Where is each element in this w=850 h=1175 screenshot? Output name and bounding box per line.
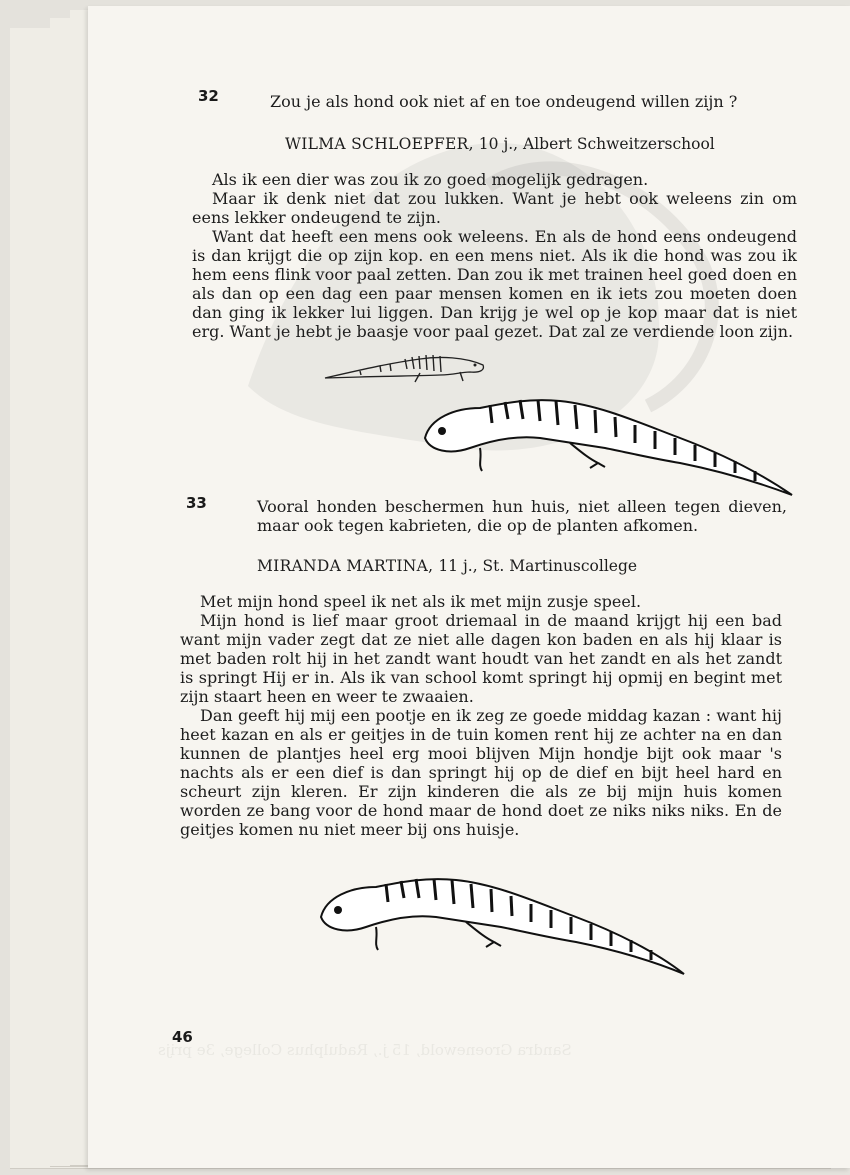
lizard-large-illustration (420, 393, 795, 498)
paragraph: Als ik een dier was zou ik zo goed mogelijk gedragen. (212, 170, 649, 189)
entry-question: Vooral honden beschermen hun huis, niet alleen tegen dieven, maar ook tegen kabrieten, die op de planten afkomen. (257, 497, 787, 535)
author-details: 10 j., Albert Schweitzerschool (478, 135, 715, 153)
paragraph: Maar ik denk niet dat zou lukken. Want je hebt ook weleens zin om eens lekker ondeugend te zijn. (192, 189, 797, 227)
paragraph: Mijn hond is lief maar groot driemaal in de maand krijgt hij een bad want mijn vader zegt dat ze niet alle dagen kon baden en als hij klaar is met baden rolt hij in het zandt want houdt van het zandt en als het zandt is springt Hij er in. Als ik van school komt springt hij opmij en begint met zijn staart heen en weer te zwaaien. (180, 611, 782, 706)
entry-number: 32 (198, 87, 219, 105)
author-name: MIRANDA MARTINA, (257, 557, 434, 575)
page-number: 46 (172, 1028, 193, 1046)
paragraph: Dan geeft hij mij een pootje en ik zeg ze goede middag kazan : want hij heet kazan en als er geitjes in de tuin komen rent hij ze achter na en dan kunnen de plantjes heel erg mooi blijven Mijn hondje bijt ook maar 's nachts als er een dief is dan springt hij op de dief en bijt heel hard en scheurt zijn kleren. Er zijn kinderen die als ze bij mijn huis komen worden ze bang voor de hond maar de hond doet ze niks niks niks. En de geitjes komen nu niet meer bij ons huisje. (180, 706, 782, 839)
entry-body (180, 592, 782, 839)
lizard-bottom-illustration (316, 872, 688, 977)
author-details: 11 j., St. Martinuscollege (438, 557, 638, 575)
paragraph: Want dat heeft een mens ook weleens. En als de hond eens ondeugend is dan krijgt die op zijn kop. en een mens niet. Als ik die hond was zou ik hem eens flink voor paal zetten. Dan zou ik met trainen heel goed doen en als dan op een dag een paar mensen komen en ik iets zou moeten doen dan ging ik lekker lui liggen. Dan krijg je wel op je kop maar dat is niet erg. Want je hebt je baasje voor paal gezet. Dat zal ze verdiende loon zijn. (192, 227, 797, 341)
entry-body (192, 170, 797, 341)
author-name: WILMA SCHLOEPFER, (285, 135, 474, 153)
entry-byline (257, 557, 637, 575)
show-through-text: Sandra Groenewold, 15 j., Radulphus College, 3e prijs (158, 1041, 572, 1059)
lizard-small-illustration (320, 345, 490, 385)
entry-number: 33 (186, 494, 207, 512)
paragraph: Met mijn hond speel ik net als ik met mijn zusje speel. (200, 592, 642, 611)
entry-byline (285, 135, 715, 153)
entry-question: Zou je als hond ook niet af en toe ondeugend willen zijn ? (270, 92, 738, 111)
